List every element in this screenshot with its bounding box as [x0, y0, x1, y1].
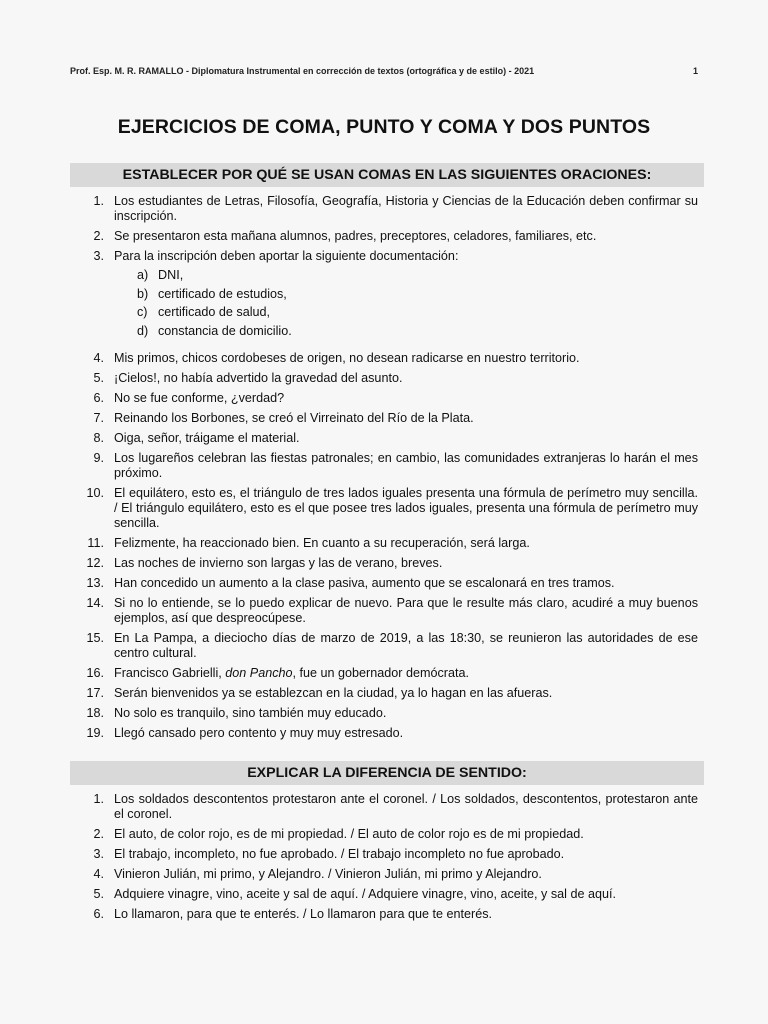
- page-header: [70, 66, 698, 76]
- sub-list-item: [70, 323, 698, 341]
- list-item: [70, 631, 698, 661]
- list-item: [70, 411, 698, 426]
- item-text: El equilátero, esto es, el triángulo de tres lados iguales presenta una fórmula de perímetro muy sencilla. / El triángulo equilátero, esto es el que posee tres lados iguales, presenta una fórmula de perímetro muy sencilla.: [114, 486, 698, 530]
- item-text: El trabajo, incompleto, no fue aprobado. / El trabajo incompleto no fue aprobado.: [114, 847, 565, 861]
- list-item: [70, 907, 698, 922]
- section-heading-meaning: EXPLICAR LA DIFERENCIA DE SENTIDO:: [70, 761, 704, 785]
- list-item: [70, 194, 698, 224]
- item-number: 8.: [93, 431, 104, 445]
- list-item: [70, 706, 698, 721]
- item-text: Lo llamaron, para que te enterés. / Lo llamaron para que te enterés.: [114, 907, 493, 921]
- item-text: Para la inscripción deben aportar la siguiente documentación:: [114, 249, 459, 263]
- item-text: Las noches de invierno son largas y las de verano, breves.: [114, 556, 443, 570]
- item-text: Reinando los Borbones, se creó el Virreinato del Río de la Plata.: [114, 411, 474, 425]
- comma-exercise-list: [70, 194, 698, 741]
- sub-list-item: [70, 304, 698, 322]
- item-text: Los estudiantes de Letras, Filosofía, Geografía, Historia y Ciencias de la Educación deben confirmar su inscripción.: [114, 194, 698, 223]
- page-title: EJERCICIOS DE COMA, PUNTO Y COMA Y DOS PUNTOS: [117, 116, 651, 138]
- item-text: Los lugareños celebran las fiestas patronales; en cambio, las comunidades extranjeras lo harán el mes próximo.: [114, 451, 698, 480]
- list-item: [70, 486, 698, 531]
- list-item: [70, 249, 698, 264]
- item-text: Oiga, señor, tráigame el material.: [114, 431, 300, 445]
- sub-item-text: DNI,: [158, 268, 184, 282]
- list-item: [70, 431, 698, 446]
- item-number: 4.: [93, 351, 104, 365]
- item-number: 16.: [86, 666, 104, 680]
- sub-item-text: constancia de domicilio.: [158, 323, 292, 338]
- list-item: [70, 686, 698, 701]
- item-text: No se fue conforme, ¿verdad?: [114, 391, 285, 405]
- item-number: 12.: [86, 556, 104, 570]
- item-number: 5.: [93, 887, 104, 901]
- item-text: Mis primos, chicos cordobeses de origen, no desean radicarse en nuestro territorio.: [114, 351, 580, 365]
- item-number: 5.: [93, 371, 104, 385]
- list-item: [70, 371, 698, 386]
- item-text: Han concedido un aumento a la clase pasiva, aumento que se escalonará en tres tramos.: [114, 576, 615, 590]
- item-number: 19.: [86, 726, 104, 740]
- list-item: [70, 536, 698, 551]
- sub-item-letter: a): [137, 268, 149, 282]
- item-number: 9.: [93, 451, 104, 465]
- item-number: 3.: [93, 847, 104, 861]
- sub-list-item: [70, 286, 698, 304]
- item-number: 2.: [93, 229, 104, 243]
- list-item: [70, 867, 698, 882]
- list-item: [70, 556, 698, 571]
- item-number: 6.: [93, 907, 104, 921]
- item-text: Serán bienvenidos ya se establezcan en la ciudad, ya lo hagan en las afueras.: [114, 686, 553, 700]
- meaning-exercise-list: [70, 792, 698, 922]
- item-text-italic: don Pancho: [225, 666, 293, 680]
- item-text: Se presentaron esta mañana alumnos, padres, preceptores, celadores, familiares, etc.: [114, 229, 597, 243]
- item-text: Adquiere vinagre, vino, aceite y sal de aquí. / Adquiere vinagre, vino, aceite, y sal de aquí.: [114, 887, 616, 901]
- list-item: [70, 229, 698, 244]
- list-item: [70, 887, 698, 902]
- item-text: En La Pampa, a dieciocho días de marzo de 2019, a las 18:30, se reunieron las autoridades de ese centro cultural.: [114, 631, 698, 660]
- item-text-after: , fue un gobernador demócrata.: [292, 666, 469, 680]
- item-text: El auto, de color rojo, es de mi propiedad. / El auto de color rojo es de mi propiedad.: [114, 827, 584, 841]
- sub-item-text: certificado de salud,: [158, 305, 271, 319]
- item-number: 13.: [86, 576, 104, 590]
- item-text-before: Francisco Gabrielli,: [114, 666, 226, 680]
- sub-item-letter: c): [137, 305, 148, 319]
- item-number: 11.: [87, 536, 104, 550]
- item-text: ¡Cielos!, no había advertido la gravedad del asunto.: [114, 371, 403, 385]
- section-heading-commas: ESTABLECER POR QUÉ SE USAN COMAS EN LAS SIGUIENTES ORACIONES:: [70, 163, 704, 187]
- header-text: Prof. Esp. M. R. RAMALLO - Diplomatura Instrumental en corrección de textos (ortográfica y de estilo) - 2021: [70, 66, 535, 76]
- list-item: [70, 666, 698, 681]
- list-item: [70, 847, 698, 862]
- item-number: 15.: [86, 631, 104, 645]
- item-text: Llegó cansado pero contento y muy muy estresado.: [114, 726, 404, 740]
- list-item: [70, 451, 698, 481]
- item-number: 3.: [93, 249, 104, 263]
- item-number: 2.: [93, 827, 104, 841]
- item-text: Felizmente, ha reaccionado bien. En cuanto a su recuperación, será larga.: [114, 536, 530, 550]
- sub-list-item: [70, 267, 698, 285]
- list-item: [70, 391, 698, 406]
- item-number: 14.: [86, 596, 104, 610]
- list-item: [70, 792, 698, 822]
- list-item: [70, 726, 698, 741]
- item-number: 1.: [93, 792, 104, 806]
- list-item: [70, 596, 698, 626]
- item-text: Los soldados descontentos protestaron ante el coronel. / Los soldados, descontentos, protestaron ante el coronel.: [114, 792, 698, 821]
- item-text: Si no lo entiende, se lo puedo explicar de nuevo. Para que le resulte más claro, acudiré a muy buenos ejemplos, así que despreocúpese.: [114, 596, 698, 625]
- item-text: Vinieron Julián, mi primo, y Alejandro. / Vinieron Julián, mi primo y Alejandro.: [114, 867, 542, 881]
- page-number: 1: [692, 66, 698, 76]
- item-number: 7.: [93, 411, 104, 425]
- sub-item-letter: b): [137, 286, 149, 301]
- item-number: 4.: [93, 867, 104, 881]
- sub-item-letter: d): [137, 323, 149, 338]
- list-item: [70, 576, 698, 591]
- item-number: 6.: [93, 391, 104, 405]
- item-text: No solo es tranquilo, sino también muy educado.: [114, 706, 387, 720]
- item-number: 1.: [93, 194, 104, 208]
- item-number: 10.: [86, 486, 104, 500]
- item-number: 18.: [86, 706, 104, 720]
- list-item: [70, 351, 698, 366]
- item-number: 17.: [86, 686, 104, 700]
- list-item: [70, 827, 698, 842]
- sub-item-text: certificado de estudios,: [158, 286, 287, 301]
